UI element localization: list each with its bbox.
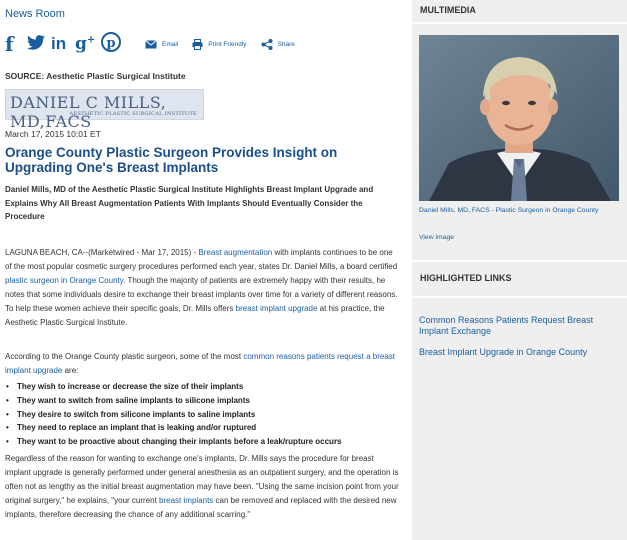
plastic-surgeon-link[interactable]: plastic surgeon in Orange County	[5, 276, 124, 285]
photo-caption-link[interactable]: Daniel Mills, MD, FACS - Plastic Surgeon in Orange County	[419, 207, 599, 214]
share-icon	[261, 39, 273, 50]
source-line: SOURCE: Aesthetic Plastic Surgical Institute	[5, 71, 186, 81]
paragraph-text: Regardless of the reason for wanting to exchange one's implants, Dr. Mills says the procedure for breast implant upgrade is generally performed under general anesthesia as an outpatient surgery, and the operation is often not as lengthy as the initial breast augmentation may have been. "Using the same incision point from your original surgery," he explains, "your current	[5, 454, 399, 505]
common-reasons-link[interactable]: common reasons patients request a breast implant upgrade	[5, 352, 395, 375]
paragraph-text: with implants continues to be one of the most popular cosmetic surgery procedures performed each year, states Dr. Daniel Mills, a board certified	[5, 248, 398, 271]
share-toolbar	[5, 32, 295, 56]
share-button[interactable]	[261, 39, 295, 50]
print-icon	[192, 39, 203, 50]
email-button[interactable]	[145, 40, 178, 49]
list-item: • They need to replace an implant that is leaking and/or ruptured	[5, 421, 401, 435]
paragraph-text: LAGUNA BEACH, CA--(Marketwired - Mar 17, 2015) -	[5, 248, 199, 257]
article-subhead: Daniel Mills, MD of the Aesthetic Plastic Surgical Institute Highlights Breast Implant Upgrade and Explains Why All Breast Augmentation Patients With Implants Should Eventually Consider the Procedure	[5, 185, 374, 221]
paragraph-text: are:	[62, 366, 79, 375]
view-image-link[interactable]: View image	[419, 234, 455, 241]
paragraph-2	[5, 350, 401, 378]
company-logo	[5, 89, 204, 131]
page-title: Orange County Plastic Surgeon Provides Insight on Upgrading One's Breast Implants	[5, 145, 338, 175]
paragraph-text: can be removed and replaced with the desired new implants, therefore decreasing the chance of any additional scarring."	[5, 496, 397, 519]
sidebar	[412, 0, 627, 540]
linkedin-icon[interactable]: in	[51, 34, 67, 53]
highlighted-link[interactable]: Breast Implant Upgrade in Orange County	[419, 347, 588, 357]
paragraph-text: at his practice, the Aesthetic Plastic Surgical Institute.	[5, 304, 385, 327]
paragraph-text: According to the Orange County plastic surgeon, some of the most	[5, 352, 244, 361]
paragraph-text: . Though the majority of patients are extremely happy with their results, he notes that some individuals desire to exchange their breast implants over time for a variety of different reasons. To help these women achieve their specific goals, Dr. Mills offers	[5, 276, 398, 313]
surgeon-photo[interactable]	[419, 35, 619, 201]
publish-date: March 17, 2015 10:01 ET	[5, 129, 101, 139]
divider	[412, 22, 627, 24]
breast-implant-upgrade-link[interactable]: breast implant upgrade	[235, 304, 318, 313]
email-icon	[145, 40, 157, 49]
list-item: • They want to be proactive about changing their implants before a leak/rupture occurs	[5, 435, 401, 449]
breast-implants-link[interactable]: breast implants	[159, 496, 214, 505]
logo-subtitle: AESTHETIC PLASTIC SURGICAL INSTITUTE	[69, 111, 197, 117]
list-item: • They want to switch from saline implants to silicone implants	[5, 394, 401, 408]
divider	[412, 296, 627, 298]
print-button[interactable]	[192, 39, 246, 50]
paragraph-3	[5, 452, 401, 522]
highlighted-links-heading: HIGHLIGHTED LINKS	[420, 273, 512, 283]
list-item: • They wish to increase or decrease the size of their implants	[5, 380, 401, 394]
multimedia-heading: MULTIMEDIA	[420, 5, 476, 15]
logo-name: DANIEL C MILLS, MD,FACS	[10, 93, 167, 131]
divider	[412, 260, 627, 262]
highlighted-link[interactable]: Common Reasons Patients Request Breast Implant Exchange	[419, 315, 594, 336]
pinterest-icon[interactable]	[101, 32, 127, 56]
news-room-link[interactable]: News Room	[5, 8, 65, 20]
svg-text:p: p	[106, 36, 116, 51]
twitter-icon[interactable]	[27, 35, 51, 54]
list-item: • They desire to switch from silicone implants to saline implants	[5, 408, 401, 422]
email-label: Email	[162, 40, 179, 48]
breast-augmentation-link[interactable]: Breast augmentation	[198, 248, 273, 257]
facebook-icon[interactable]: f	[5, 32, 14, 56]
reasons-list	[5, 380, 401, 449]
paragraph-1	[5, 246, 401, 330]
share-label: Share	[277, 40, 295, 48]
print-label: Print Friendly	[208, 40, 247, 48]
google-plus-icon[interactable]: g+	[75, 34, 96, 54]
